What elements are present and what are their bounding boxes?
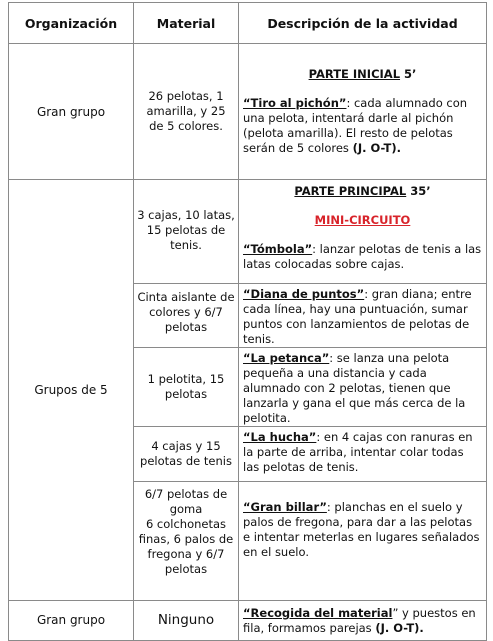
session-table — [8, 2, 487, 641]
organizacion-cell: Gran grupo — [9, 601, 134, 641]
descripcion-cell: “Gran billar”: planchas en el suelo y palos de fregona, para dar a las pelotas e intentar meterlas en lugares señalados en el suelo. — [239, 482, 487, 601]
material-cell: 1 pelotita, 15 pelotas — [134, 348, 239, 427]
mini-circuito-heading: MINI-CIRCUITO — [314, 213, 411, 227]
material-cell: 6/7 pelotas de goma 6 colchonetas finas, 6 palos de fregona y 6/7 pelotas — [134, 482, 239, 601]
descripcion-cell: “Diana de puntos”: gran diana; entre cada línea, hay una puntuación, sumar puntos con lanzamientos de pelotas de tenis. — [239, 284, 487, 348]
descripcion-cell: “La petanca”: se lanza una pelota pequeña a una distancia y cada alumnado con 2 pelotas, tienen que lanzarla y gana el que más cerca de la pelotita. — [239, 348, 487, 427]
material-cell: 4 cajas y 15 pelotas de tenis — [134, 427, 239, 482]
row-final — [9, 601, 487, 641]
material-cell: 26 pelotas, 1 amarilla, y 25 de 5 colores. — [134, 44, 239, 180]
row-tombola — [9, 180, 487, 284]
material-cell: Cinta aislante de colores y 6/7 pelotas — [134, 284, 239, 348]
parte-principal-heading: PARTE PRINCIPAL 35’ — [294, 184, 431, 198]
header-row — [9, 3, 487, 44]
header-descripcion: Descripción de la actividad — [239, 3, 487, 44]
descripcion-cell: “La hucha”: en 4 cajas con ranuras en la parte de arriba, intentar colar todas las pelotas de tenis. — [239, 427, 487, 482]
descripcion-cell — [239, 44, 487, 180]
material-cell: 3 cajas, 10 latas, 15 pelotas de tenis. — [134, 180, 239, 284]
descripcion-cell: “Recogida del material” y puestos en fila, formamos parejas (J. O-T). — [239, 601, 487, 641]
organizacion-cell: Gran grupo — [9, 44, 134, 180]
parte-inicial-heading: PARTE INICIAL 5’ — [308, 67, 417, 81]
row-inicial — [9, 44, 487, 180]
activity-description: “Tiro al pichón”: cada alumnado con una pelota, intentará darle al pichón (pelota amarilla). El resto de pelotas serán de 5 colores (J. O-T). — [243, 96, 468, 155]
descripcion-cell — [239, 180, 487, 284]
header-material: Material — [134, 3, 239, 44]
material-cell: Ninguno — [134, 601, 239, 641]
header-organizacion: Organización — [9, 3, 134, 44]
organizacion-cell: Grupos de 5 — [9, 180, 134, 601]
activity-description: “Tómbola”: lanzar pelotas de tenis a las latas colocadas sobre cajas. — [243, 242, 482, 271]
